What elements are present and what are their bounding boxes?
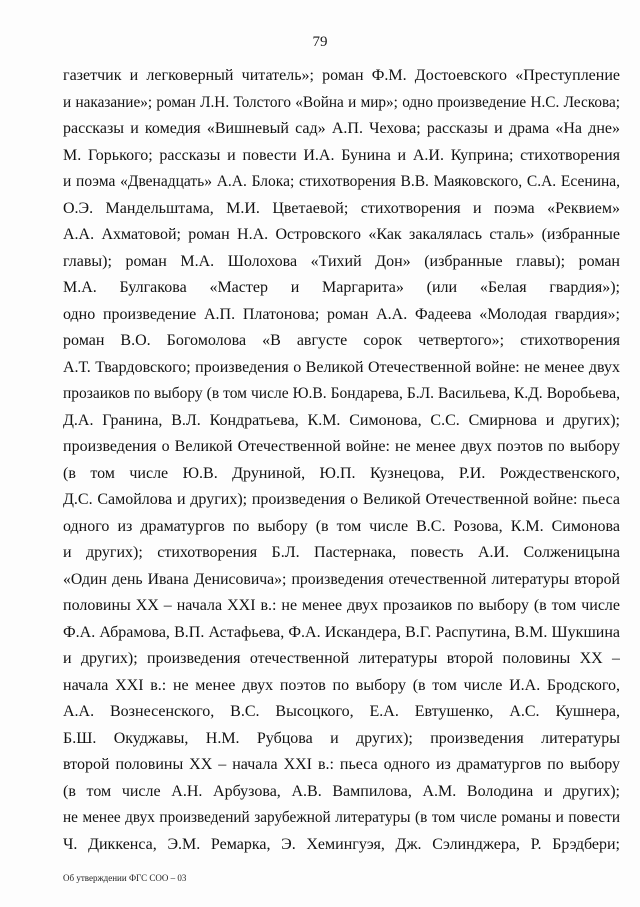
text-line: не менее двух произведений зарубежной литературы (в том числе романы и повести xyxy=(63,809,620,826)
text-line: и других); стихотворения Б.Л. Пастернака, повесть А.И. Солженицына xyxy=(63,544,620,561)
text-line: произведения о Великой Отечественной войне: не менее двух поэтов по выбору xyxy=(63,438,620,455)
text-line: (в том числе Ю.В. Друниной, Ю.П. Кузнецова, Р.И. Рождественского, xyxy=(63,464,620,482)
text-line: Ч. Диккенса, Э.М. Ремарка, Э. Хемингуэя, Дж. Сэлинджера, Р. Брэдбери; xyxy=(63,835,620,853)
text-line: второй половины XX – начала XXI в.: пьеса одного из драматургов по выбору xyxy=(63,756,620,773)
text-line: и других); произведения отечественной литературы второй половины XX – xyxy=(63,650,620,667)
text-line: О.Э. Мандельштама, М.И. Цветаевой; стихотворения и поэма «Реквием» xyxy=(63,199,620,217)
text-line: рассказы и комедия «Вишневый сад» А.П. Чехова; рассказы и драма «На дне» xyxy=(63,120,620,137)
text-line: М.А. Булгакова «Мастер и Маргарита» (или «Белая гвардия»); xyxy=(63,279,620,296)
page-number: 79 xyxy=(312,34,328,50)
text-line: главы); роман М.А. Шолохова «Тихий Дон» (избранные главы); роман xyxy=(63,252,620,270)
text-line: Д.С. Самойлова и других); произведения о Великой Отечественной войне: пьеса xyxy=(63,491,620,508)
text-line: (в том числе А.Н. Арбузова, А.В. Вампилова, А.М. Володина и других); xyxy=(63,782,620,800)
text-line: А.Т. Твардовского; произведения о Великой Отечественной войне: не менее двух xyxy=(63,358,620,376)
text-line: роман В.О. Богомолова «В августе сорок четвертого»; стихотворения xyxy=(63,332,620,349)
text-line: Ф.А. Абрамова, В.П. Астафьева, Ф.А. Искандера, В.Г. Распутина, В.М. Шукшина xyxy=(63,623,620,641)
text-line: и наказание»; роман Л.Н. Толстого «Война и мир»; одно произведение Н.С. Лескова; xyxy=(63,93,620,111)
text-line: А.А. Ахматовой; роман Н.А. Островского «Как закалялась сталь» (избранные xyxy=(63,226,620,243)
text-line: начала XXI в.: не менее двух поэтов по выбору (в том числе И.А. Бродского, xyxy=(63,676,620,694)
text-line: М. Горького; рассказы и повести И.А. Бунина и А.И. Куприна; стихотворения xyxy=(63,146,620,164)
text-line: «Один день Ивана Денисовича»; произведения отечественной литературы второй xyxy=(63,570,620,588)
text-line: газетчик и легковерный читатель»; роман Ф.М. Достоевского «Преступление xyxy=(63,67,620,84)
text-line: прозаиков по выбору (в том числе Ю.В. Бондарева, Б.Л. Васильева, К.Д. Воробьева, xyxy=(63,385,620,402)
page-footer: Об утверждении ФГС СОО – 03 xyxy=(63,873,187,883)
text-line: А.А. Вознесенского, В.С. Высоцкого, Е.А. Евтушенко, А.С. Кушнера, xyxy=(63,703,620,720)
text-line: Б.Ш. Окуджавы, Н.М. Рубцова и других); произведения литературы xyxy=(63,729,620,747)
text-line: Д.А. Гранина, В.Л. Кондратьева, К.М. Симонова, С.С. Смирнова и других); xyxy=(63,411,620,429)
text-line: одного из драматургов по выбору (в том числе В.С. Розова, К.М. Симонова xyxy=(63,517,620,535)
text-line: половины XX – начала XXI в.: не менее двух прозаиков по выбору (в том числе xyxy=(63,597,620,614)
body-text xyxy=(63,63,620,858)
text-line: одно произведение А.П. Платонова; роман А.А. Фадеева «Молодая гвардия»; xyxy=(63,305,620,323)
text-line: и поэма «Двенадцать» А.А. Блока; стихотворения В.В. Маяковского, С.А. Есенина, xyxy=(63,173,620,190)
